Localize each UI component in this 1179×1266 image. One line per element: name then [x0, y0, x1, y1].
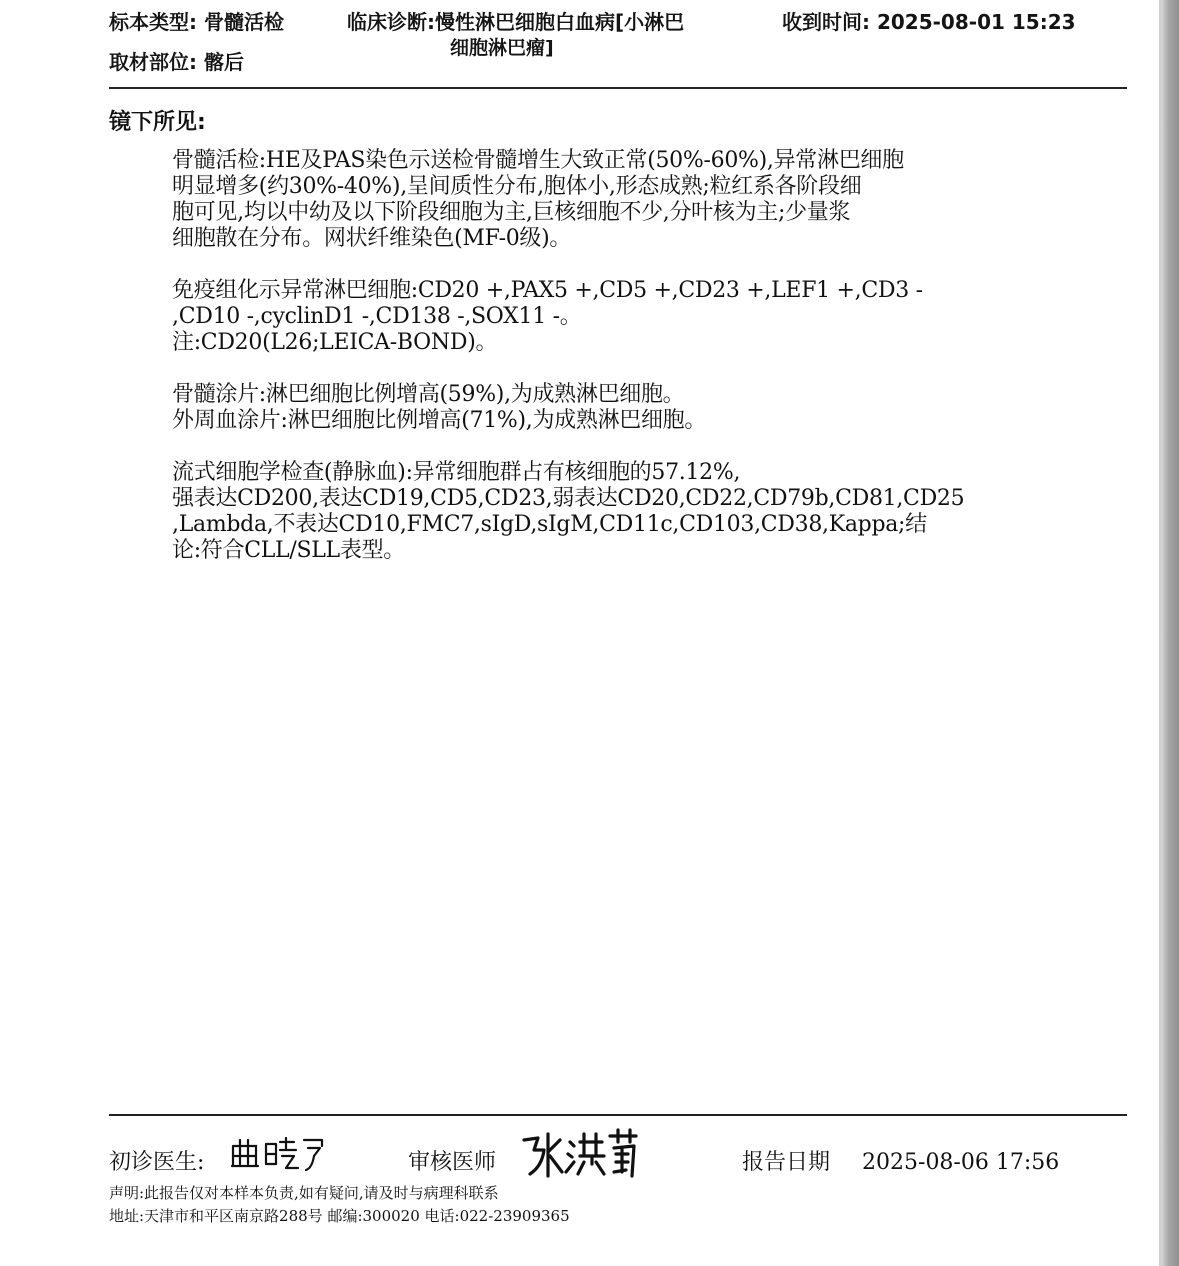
received-time — [782, 6, 1076, 35]
received-label: 收到时间: — [782, 10, 870, 34]
finding-paragraph-ihc — [172, 278, 1072, 356]
text-line: ,Lambda,不表达CD10,FMC7,sIgD,sIgM,CD11c,CD103,CD38,Kappa;结 — [172, 512, 927, 537]
initial-doctor-label: 初诊医生: — [109, 1150, 205, 1175]
specimen-type — [109, 6, 284, 35]
specimen-type-label: 标本类型: — [109, 10, 197, 34]
reviewer-signature — [518, 1126, 642, 1182]
text-line: 流式细胞学检查(静脉血):异常细胞群占有核细胞的57.12%, — [172, 460, 741, 485]
site-value: 髂后 — [203, 50, 244, 74]
sampling-site — [109, 46, 244, 75]
site-label: 取材部位: — [109, 50, 197, 74]
diagnosis-label: 临床诊断: — [347, 10, 435, 34]
text-line: 论:符合CLL/SLL表型。 — [172, 538, 405, 563]
text-line: ,CD10 -,cyclinD1 -,CD138 -,SOX11 -。 — [172, 304, 582, 329]
finding-paragraph-flow — [172, 460, 1072, 564]
header-divider — [109, 87, 1127, 89]
footer-divider — [109, 1114, 1127, 1116]
address: 地址:天津市和平区南京路288号 邮编:300020 电话:022-23909365 — [109, 1207, 570, 1225]
text-line: 注:CD20(L26;LEICA-BOND)。 — [172, 330, 498, 355]
reviewer-label: 审核医师 — [408, 1150, 497, 1175]
text-line: 明显增多(约30%-40%),呈间质性分布,胞体小,形态成熟;粒红系各阶段细 — [172, 174, 862, 199]
received-value: 2025-08-01 15:23 — [876, 10, 1076, 34]
text-line: 外周血涂片:淋巴细胞比例增高(71%),为成熟淋巴细胞。 — [172, 408, 707, 433]
text-line: 骨髓涂片:淋巴细胞比例增高(59%),为成熟淋巴细胞。 — [172, 382, 685, 407]
diagnosis-line2: 细胞淋巴瘤] — [450, 37, 554, 59]
findings-body — [172, 148, 1072, 590]
text-line: 强表达CD200,表达CD19,CD5,CD23,弱表达CD20,CD22,CD79b,CD81,CD25 — [172, 486, 965, 511]
text-line: 胞可见,均以中幼及以下阶段细胞为主,巨核细胞不少,分叶核为主;少量浆 — [172, 200, 851, 225]
report-date-value: 2025-08-06 17:56 — [862, 1150, 1060, 1175]
findings-title: 镜下所见: — [109, 110, 206, 135]
report-date — [742, 1145, 1059, 1176]
text-line: 骨髓活检:HE及PAS染色示送检骨髓增生大致正常(50%-60%),异常淋巴细胞 — [172, 148, 904, 173]
report-date-label: 报告日期 — [742, 1150, 831, 1175]
finding-paragraph-histology — [172, 148, 1072, 252]
text-line: 免疫组化示异常淋巴细胞:CD20 +,PAX5 +,CD5 +,CD23 +,LEF1 +,CD3 - — [172, 278, 923, 303]
disclaimer: 声明:此报告仅对本样本负责,如有疑问,请及时与病理科联系 — [109, 1184, 499, 1202]
specimen-type-value: 骨髓活检 — [203, 10, 284, 34]
page-edge-shadow — [1161, 0, 1179, 1266]
initial-doctor-signature — [228, 1134, 328, 1174]
finding-paragraph-smear — [172, 382, 1072, 434]
text-line: 细胞散在分布。网状纤维染色(MF-0级)。 — [172, 226, 572, 251]
diagnosis-line1: 慢性淋巴细胞白血病[小淋巴 — [435, 10, 685, 34]
clinical-diagnosis — [347, 6, 684, 35]
